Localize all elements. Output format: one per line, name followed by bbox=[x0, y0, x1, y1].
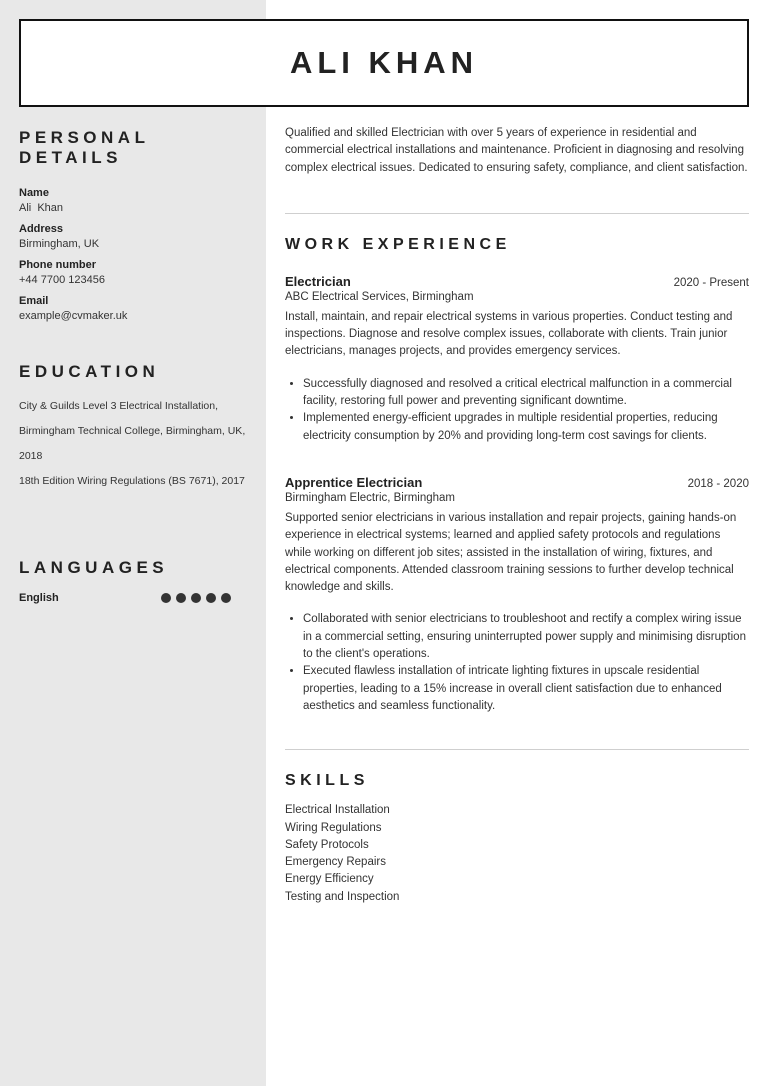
rating-dot bbox=[221, 593, 231, 603]
job-header bbox=[285, 475, 749, 490]
education-title: EDUCATION bbox=[19, 362, 160, 381]
detail-value: +44 7700 123456 bbox=[19, 274, 105, 286]
detail-label: Address bbox=[19, 223, 64, 235]
detail-label: Email bbox=[19, 295, 49, 307]
rating-dot bbox=[191, 593, 201, 603]
detail-label: Name bbox=[19, 187, 49, 199]
section-divider bbox=[285, 749, 749, 750]
skills-title: SKILLS bbox=[285, 772, 369, 790]
job-company: ABC Electrical Services, Birmingham bbox=[285, 290, 474, 303]
skill-item: Energy Efficiency bbox=[285, 873, 374, 886]
detail-email bbox=[19, 294, 249, 324]
job-achievements bbox=[285, 376, 749, 445]
job-description: Install, maintain, and repair electrical systems in various properties. Conduct testing and inspections. Diagnose and resolve complex issues, collaborate with clients. Train junior electricians, manages projects, and provides emergency services. bbox=[285, 310, 733, 358]
language-row bbox=[19, 592, 231, 604]
rating-dot bbox=[176, 593, 186, 603]
job-description: Supported senior electricians in various installation and repair projects, gaining hands-on experience in electrical systems; learned and applied safety protocols and regulations while working on different job sites; assisted in the installation of wiring, fixtures, and electrical components. Attended classroom training sessions to further develop technical knowledge and skills. bbox=[285, 511, 737, 594]
skill-item: Safety Protocols bbox=[285, 838, 369, 851]
education-entry bbox=[19, 394, 249, 494]
job-entry bbox=[285, 274, 749, 445]
detail-name bbox=[19, 186, 249, 216]
languages-title: LANGUAGES bbox=[19, 558, 169, 577]
name-header bbox=[19, 19, 749, 107]
detail-address bbox=[19, 222, 249, 252]
skill-item: Electrical Installation bbox=[285, 804, 390, 817]
job-entry bbox=[285, 475, 749, 715]
job-achievements bbox=[285, 611, 749, 715]
skill-item: Emergency Repairs bbox=[285, 856, 386, 869]
job-header bbox=[285, 274, 749, 289]
sidebar-content bbox=[19, 128, 249, 604]
achievement-item: • Executed flawless installation of intricate lighting fixtures in upscale residential properties, leading to a 15% increase in overall client satisfaction due to enhanced aesthetics and seamless functionality. bbox=[303, 663, 749, 715]
detail-value: Birmingham, UK bbox=[19, 238, 100, 250]
detail-value: example@cvmaker.uk bbox=[19, 310, 128, 322]
skill-item: Testing and Inspection bbox=[285, 890, 400, 903]
language-name: English bbox=[19, 592, 59, 604]
rating-dot bbox=[161, 593, 171, 603]
achievement-item: • Implemented energy-efficient upgrades in multiple residential properties, reducing electricity consumption by 20% and providing long-term cost savings for clients. bbox=[303, 410, 749, 445]
language-level-rating bbox=[161, 593, 231, 603]
skills-list bbox=[285, 802, 749, 906]
personal-details-title: PERSONAL DETAILS bbox=[19, 128, 150, 167]
job-title: Apprentice Electrician bbox=[285, 474, 423, 490]
job-date: 2020 - Present bbox=[673, 276, 749, 289]
work-experience-title: WORK EXPERIENCE bbox=[285, 235, 511, 253]
rating-dot bbox=[206, 593, 216, 603]
detail-phone bbox=[19, 258, 249, 288]
detail-label: Phone number bbox=[19, 259, 97, 271]
education-text: City & Guilds Level 3 Electrical Installation, Birmingham Technical College, Birmingham, UK, 2018 bbox=[19, 400, 246, 462]
personal-details-list bbox=[19, 186, 249, 324]
job-date: 2018 - 2020 bbox=[687, 477, 749, 490]
skill-item: Wiring Regulations bbox=[285, 821, 382, 834]
main-content bbox=[285, 125, 749, 906]
achievement-item: • Collaborated with senior electricians to troubleshoot and rectify a complex wiring issue in a commercial setting, ensuring uninterrupted power supply and minimising disruption to the client's operations. bbox=[303, 611, 749, 663]
candidate-name: ALI KHAN bbox=[289, 45, 479, 80]
job-title: Electrician bbox=[285, 273, 351, 289]
job-company: Birmingham Electric, Birmingham bbox=[285, 491, 455, 504]
achievement-item: • Successfully diagnosed and resolved a critical electrical malfunction in a commercial facility, restoring full power and preventing significant downtime. bbox=[303, 376, 749, 411]
section-divider bbox=[285, 213, 749, 214]
profile-summary: Qualified and skilled Electrician with over 5 years of experience in residential and commercial electrical installations and maintenance. Proficient in diagnosing and resolving complex electrical issues. Dedicated to ensuring safety, compliance, and client satisfaction. bbox=[285, 127, 748, 174]
detail-value: Ali Khan bbox=[19, 202, 64, 214]
education-text: 18th Edition Wiring Regulations (BS 7671), 2017 bbox=[19, 475, 245, 487]
